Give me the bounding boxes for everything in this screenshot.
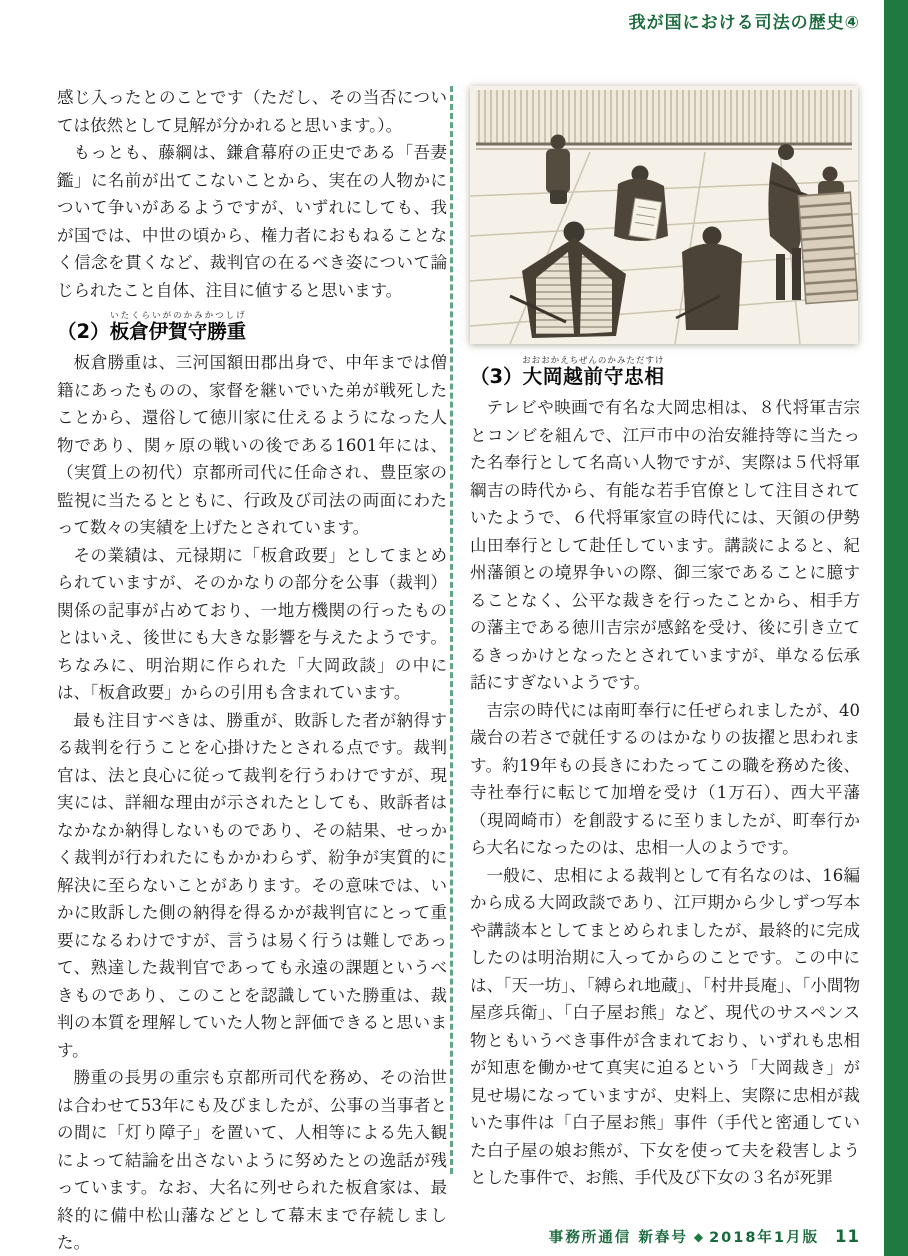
body-paragraph: 一般に、忠相による裁判として有名なのは、16編から成る大岡政談であり、江戸期から少しずつ写本や講談本としてまとめられましたが、最終的に完成したのは明治期に入ってからのことです。この中には、「天一坊」、「縛られ地蔵」、「村井長庵」、「小間物屋彦兵衛」、「白子屋お熊」など、現代のサスペンス物ともいうべき事件が含まれており、いずれも忠相が知恵を働かせて真実に迫るという「大岡裁き」が見せ場になっていますが、史料上、実際に忠相が裁いた事件は「白子屋お熊」事件（手代と密通していた白子屋の娘お熊が、下女を使って夫を殺害しようとした事件で、お熊、手代及び下女の３名が死罪 (470, 865, 860, 1188)
page-number: 11 (835, 1227, 860, 1246)
left-column (57, 84, 447, 1256)
edition-label: 2018年1月版 (709, 1230, 820, 1246)
section-name-with-ruby: 大岡越前守忠相おおおかえちぜんのかみただすけ (522, 356, 665, 388)
green-edge-bar (884, 0, 908, 1256)
body-paragraph: 最も注目すべきは、勝重が、敗訴した者が納得する裁判を行うことを心掛けたとされる点です。裁判官は、法と良心に従って裁判を行うわけですが、現実には、詳細な理由が示されたとしても、敗訴者はなかなか納得しないものであり、その結果、せっかく裁判が行われたにもかかわらず、紛争が実質的に解決に至らないことがあります。その意味では、いかに敗訴した側の納得を得るかが裁判官にとって重要になるわけですが、言うは易く行うは難しであって、熟達した裁判官であっても永遠の課題というべきものであり、このことを認識していた勝重は、裁判の本質を理解していた人物と評価できると思います。 (57, 710, 447, 1060)
body-paragraph: テレビや映画で有名な大岡忠相は、８代将軍吉宗とコンビを組んで、江戸市中の治安維持等に当たった名奉行として名高い人物ですが、実際は５代将軍綱吉の時代から、有能な若手官僚として注目されていたようで、６代将軍家宣の時代には、天領の伊勢山田奉行として赴任しています。講談によると、紀州藩領との境界争いの際、御三家であることに臆することなく、公平な裁きを行ったことから、相手方の藩主である徳川吉宗が感銘を受け、後に引き立てるきっかけとなったとされていますが、単なる伝承話にすぎないようです。 (470, 398, 860, 693)
courtroom-illustration (470, 86, 858, 344)
publication-name: 事務所通信 新春号 (548, 1230, 688, 1246)
body-paragraph: もっとも、藤綱は、鎌倉幕府の正史である「吾妻鑑」に名前が出てこないことから、実在の人物かについて争いがあるようですが、いずれにしても、我が国では、中世の頃から、権力者におもねることなく信念を貫くなど、裁判官の在るべき姿について論じられたこと自体、注目に値すると思います。 (57, 143, 447, 300)
page-footer (549, 1226, 860, 1247)
section-heading-ooka (470, 356, 860, 389)
body-paragraph: 吉宗の時代には南町奉行に任ぜられましたが、40歳台の若さで就任するのはかなりの抜擢と思われます。約19年もの長きにわたってこの職を務めた後、寺社奉行に転じて加増を受け（1万石）、西大平藩（現岡崎市）を創設するに至りましたが、町奉行から大名になったのは、忠相一人のようです。 (470, 700, 860, 858)
right-column (470, 84, 860, 1192)
section-number: （2） (57, 320, 110, 343)
section-name-with-ruby: 板倉伊賀守勝重いたくらいがのかみかつしげ (109, 311, 247, 343)
section-number: （3） (470, 365, 523, 388)
edo-courtroom-engraving-svg (470, 86, 858, 344)
diamond-icon: ◆ (693, 1229, 704, 1244)
body-paragraph: 感じ入ったとのことです（ただし、その当否については依然として見解が分かれると思います。）。 (57, 88, 447, 135)
body-paragraph: 板倉勝重は、三河国額田郡出身で、中年までは僧籍にあったものの、家督を継いでいた弟が戦死したことから、還俗して徳川家に仕えるようになった人物であり、関ヶ原の戦いの後である1601年には、（実質上の初代）京都所司代に任命され、豊臣家の監視に当たるとともに、行政及び司法の両面にわたって数々の実績を上げたとされています。 (57, 353, 447, 538)
page-header-title: 我が国における司法の歴史④ (628, 13, 860, 33)
body-paragraph: 勝重の長男の重宗も京都所司代を務め、その治世は合わせて53年にも及びましたが、公事の当事者との間に「灯り障子」を置いて、人相等による先入観によって結論を出さないように努めたとの逸話が残っています。なお、大名に列せられた板倉家は、最終的に備中松山藩などとして幕末まで存続しました。 (57, 1068, 447, 1253)
section-heading-itakura (57, 311, 447, 344)
column-divider-dashed-line (450, 86, 453, 1174)
body-paragraph: その業績は、元禄期に「板倉政要」としてまとめられていますが、そのかなりの部分を公事（裁判）関係の記事が占めており、一地方機関の行ったものとはいえ、後世にも大きな影響を与えたようです。ちなみに、明治期に作られた「大岡政談」の中には、「板倉政要」からの引用も含まれています。 (57, 545, 447, 703)
